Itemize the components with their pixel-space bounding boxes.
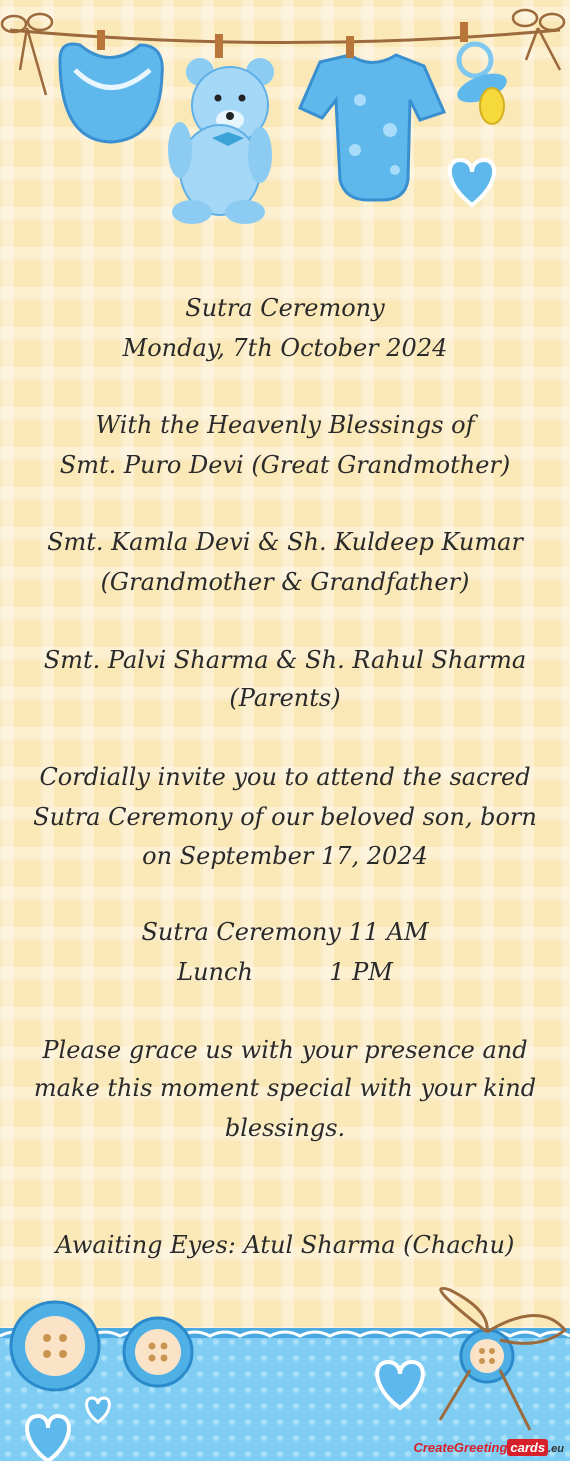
grandparents-relation: (Grandmother & Grandfather) (100, 568, 470, 596)
baby-bib-icon (60, 30, 162, 142)
teddy-bear-icon (168, 34, 274, 224)
rope-bow-left-icon (2, 14, 52, 95)
closing-line: Please grace us with your presence and (42, 1036, 528, 1064)
brand-logo (413, 1440, 564, 1455)
button-icon (11, 1302, 99, 1390)
rope-bow-right-icon (513, 10, 564, 70)
ceremony-title: Sutra Ceremony (185, 294, 385, 322)
brand-domain: .eu (548, 1443, 564, 1455)
brand-name: CreateGreeting (413, 1440, 508, 1455)
parents-names: Smt. Palvi Sharma & Sh. Rahul Sharma (43, 646, 527, 674)
clothesline-illustration (0, 0, 570, 240)
awaiting-eyes: Awaiting Eyes: Atul Sharma (Chachu) (55, 1231, 515, 1259)
invite-line: Sutra Ceremony of our beloved son, born (33, 803, 537, 831)
grandparents-names: Smt. Kamla Devi & Sh. Kuldeep Kumar (47, 528, 523, 556)
brand-cards: cards (507, 1439, 548, 1456)
bottom-decoration (0, 1270, 570, 1461)
closing-line: make this moment special with your kind (33, 1074, 537, 1102)
closing-line: blessings. (224, 1114, 346, 1142)
heart-icon (450, 160, 494, 205)
parents-relation: (Parents) (229, 684, 341, 712)
schedule-lunch: Lunch 1 PM (177, 958, 393, 986)
ceremony-date: Monday, 7th October 2024 (122, 334, 448, 362)
invite-line: Cordially invite you to attend the sacred (39, 763, 531, 791)
great-grandmother: Smt. Puro Devi (Great Grandmother) (59, 451, 511, 479)
invite-line: on September 17, 2024 (142, 842, 428, 870)
baby-onesie-icon (300, 36, 444, 200)
blessing-intro: With the Heavenly Blessings of (95, 411, 475, 439)
schedule-ceremony: Sutra Ceremony 11 AM (141, 918, 429, 946)
button-icon (124, 1318, 192, 1386)
